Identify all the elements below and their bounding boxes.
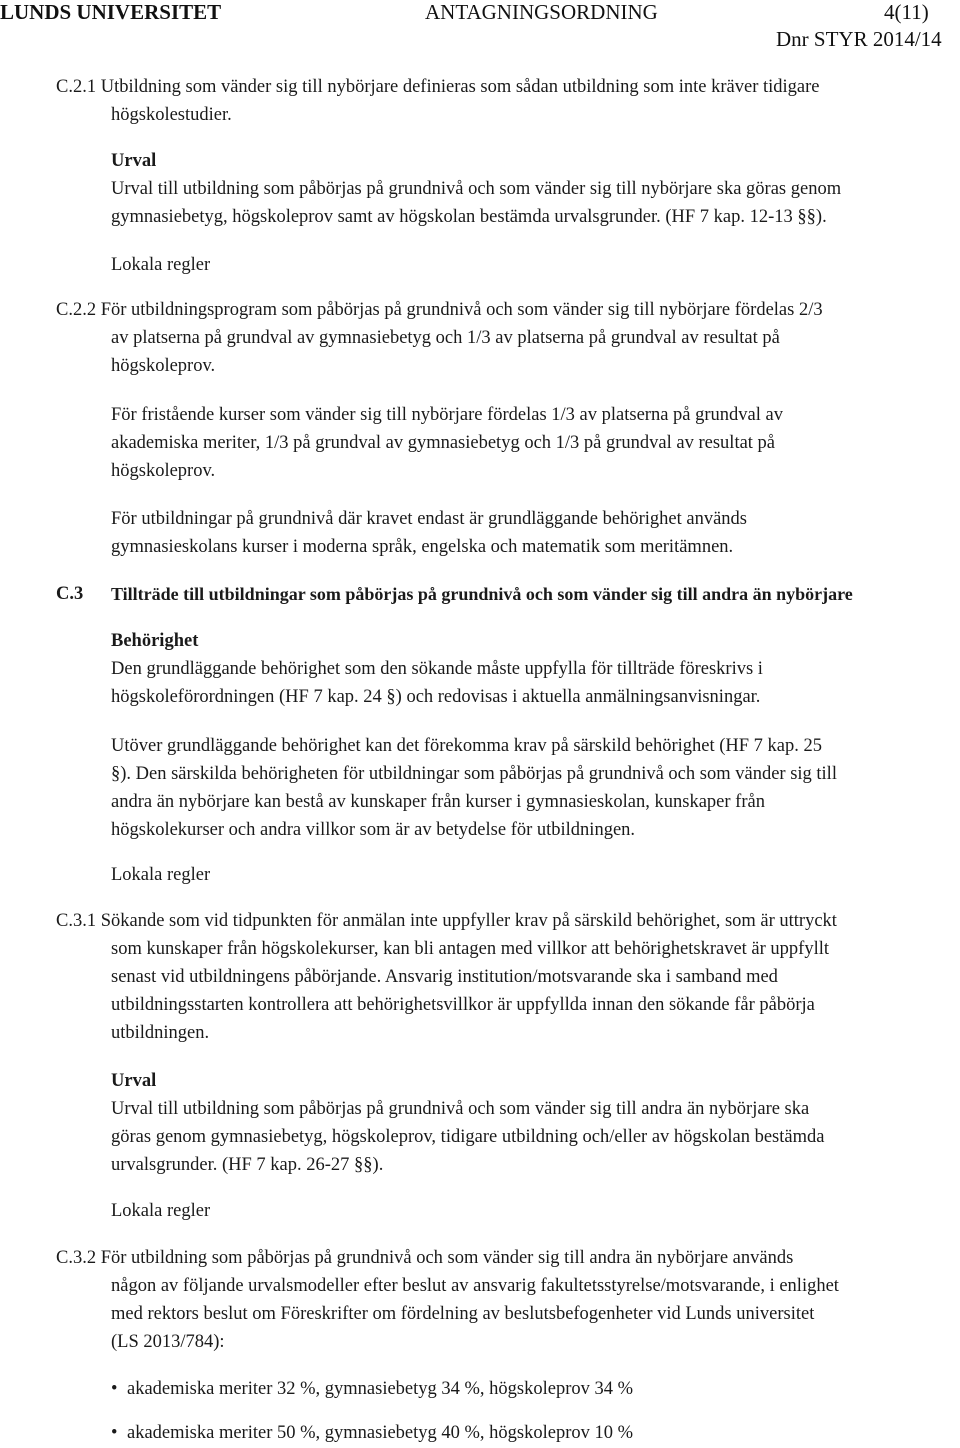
c31-line-4: utbildningsstarten kontrollera att behörighetsvillkor är uppfyllda innan den sökande får påbörja — [111, 995, 815, 1015]
lokala-regler-heading: Lokala regler — [111, 865, 211, 885]
section-number: C.3 — [56, 584, 84, 604]
urval-heading: Urval — [111, 151, 157, 171]
urval-heading: Urval — [111, 1071, 157, 1091]
bullet-text: akademiska meriter 32 %, gymnasiebetyg 34 %, högskoleprov 34 % — [127, 1379, 634, 1399]
c31-line-5: utbildningen. — [111, 1023, 210, 1043]
urval-line-1: Urval till utbildning som påbörjas på grundnivå och som vänder sig till nybörjare ska göras genom — [111, 179, 842, 199]
c31-line-1: C.3.1 Sökande som vid tidpunkten för anmälan inte uppfyller krav på särskild behörighet, som är uttryckt — [56, 911, 837, 931]
c31-line-3: senast vid utbildningens påbörjande. Ansvarig institution/motsvarande ska i samband med — [111, 967, 778, 987]
document-title: ANTAGNINGSORDNING — [425, 0, 658, 24]
bullet-icon: • — [111, 1379, 118, 1399]
sarskild-line-4: högskolekurser och andra villkor som är av betydelse för utbildningen. — [111, 820, 636, 840]
behorighet-heading: Behörighet — [111, 631, 199, 651]
c31-line-2: som kunskaper från högskolekurser, kan bli antagen med villkor att behörighetskravet är uppfyllt — [111, 939, 829, 959]
list-item — [111, 1420, 633, 1448]
sarskild-line-1: Utöver grundläggande behörighet kan det förekomma krav på särskild behörighet (HF 7 kap. 25 — [111, 736, 823, 756]
c32-line-3: med rektors beslut om Föreskrifter om fördelning av beslutsbefogenheter vid Lunds universitet — [111, 1304, 815, 1324]
c32-line-1: C.3.2 För utbildning som påbörjas på grundnivå och som vänder sig till andra än nybörjare används — [56, 1248, 794, 1268]
c32-line-2: någon av följande urvalsmodeller efter beslut av ansvarig fakultetsstyrelse/motsvarande, i enlighet — [111, 1276, 839, 1296]
grundniva-line-2: gymnasieskolans kurser i moderna språk, engelska och matematik som meritämnen. — [111, 537, 734, 557]
fristaende-line-3: högskoleprov. — [111, 461, 216, 481]
lokala-regler-heading: Lokala regler — [111, 255, 211, 275]
reference-number: Dnr STYR 2014/14 — [776, 27, 942, 51]
sarskild-line-2: §). Den särskilda behörigheten för utbildningar som påbörjas på grundnivå och som vänder sig till — [111, 764, 837, 784]
urval-line-2: gymnasiebetyg, högskoleprov samt av högskolan bestämda urvalsgrunder. (HF 7 kap. 12-13 §§). — [111, 207, 827, 227]
fristaende-line-1: För fristående kurser som vänder sig till nybörjare fördelas 1/3 av platserna på grundval av — [111, 405, 783, 425]
grundniva-line-1: För utbildningar på grundnivå där kravet endast är grundläggande behörighet används — [111, 509, 748, 529]
sarskild-line-3: andra än nybörjare kan bestå av kunskaper från kurser i gymnasieskolan, kunskaper från — [111, 792, 765, 812]
c21-line-2: högskolestudier. — [111, 105, 232, 125]
urval2-line-2: göras genom gymnasiebetyg, högskoleprov, tidigare utbildning och/eller av högskolan bestämda — [111, 1127, 825, 1147]
c22-line-2: av platserna på grundval av gymnasiebetyg och 1/3 av platserna på grundval av resultat på — [111, 328, 780, 348]
lokala-regler-heading: Lokala regler — [111, 1201, 211, 1221]
c32-line-4: (LS 2013/784): — [111, 1332, 225, 1352]
bullet-icon: • — [111, 1423, 118, 1443]
bullet-text: akademiska meriter 50 %, gymnasiebetyg 40 %, högskoleprov 10 % — [127, 1423, 634, 1443]
page-number: 4(11) — [884, 0, 929, 24]
c21-line-1: C.2.1 Utbildning som vänder sig till nybörjare definieras som sådan utbildning som inte kräver tidigare — [56, 77, 820, 97]
behorighet-line-2: högskoleförordningen (HF 7 kap. 24 §) och redovisas i aktuella anmälningsanvisningar. — [111, 687, 761, 707]
fristaende-line-2: akademiska meriter, 1/3 på grundval av gymnasiebetyg och 1/3 på grundval av resultat på — [111, 433, 776, 453]
urval2-line-1: Urval till utbildning som påbörjas på grundnivå och som vänder sig till andra än nybörjare ska — [111, 1099, 810, 1119]
university-name: LUNDS UNIVERSITET — [0, 0, 222, 24]
c22-line-1: C.2.2 För utbildningsprogram som påbörjas på grundnivå och som vänder sig till nybörjare fördelas 2/3 — [56, 300, 823, 320]
behorighet-line-1: Den grundläggande behörighet som den sökande måste uppfylla för tillträde föreskrivs i — [111, 659, 763, 679]
urval2-line-3: urvalsgrunder. (HF 7 kap. 26-27 §§). — [111, 1155, 384, 1175]
list-item — [111, 1376, 633, 1404]
c22-line-3: högskoleprov. — [111, 356, 216, 376]
section-title: Tillträde till utbildningar som påbörjas på grundnivå och som vänder sig till andra än nybörjare — [111, 584, 853, 604]
